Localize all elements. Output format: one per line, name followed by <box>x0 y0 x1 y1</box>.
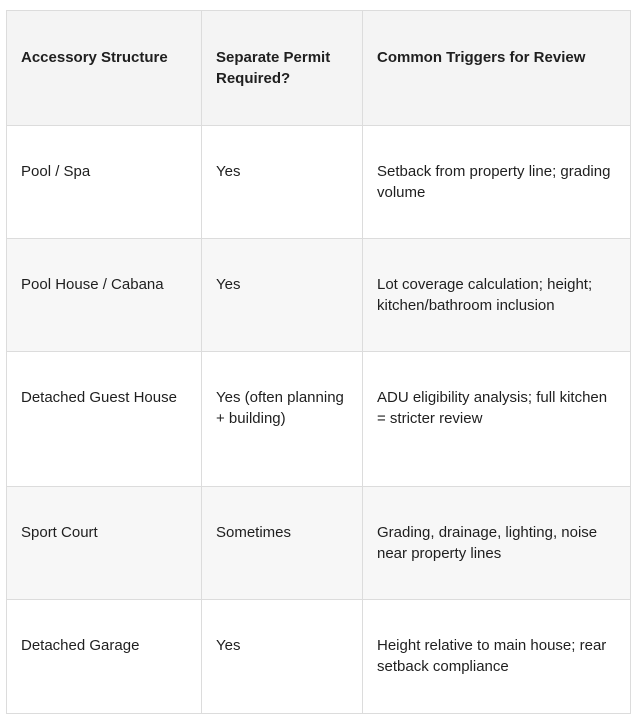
cell-permit: Yes <box>202 126 363 239</box>
cell-triggers: ADU eligibility analysis; full kitchen = stricter review <box>363 352 631 487</box>
table-row <box>7 239 631 352</box>
accessory-structure-permit-table <box>6 10 631 714</box>
column-header-accessory-structure: Accessory Structure <box>7 11 202 126</box>
table-row <box>7 352 631 487</box>
table-row <box>7 600 631 714</box>
cell-triggers: Height relative to main house; rear setback compliance <box>363 600 631 714</box>
cell-permit: Yes <box>202 239 363 352</box>
table-header-row <box>7 11 631 126</box>
table-row <box>7 126 631 239</box>
cell-structure: Detached Guest House <box>7 352 202 487</box>
cell-structure: Detached Garage <box>7 600 202 714</box>
table-row <box>7 487 631 600</box>
cell-structure: Pool House / Cabana <box>7 239 202 352</box>
column-header-common-triggers: Common Triggers for Review <box>363 11 631 126</box>
cell-permit: Yes (often planning + building) <box>202 352 363 487</box>
cell-structure: Pool / Spa <box>7 126 202 239</box>
cell-triggers: Grading, drainage, lighting, noise near property lines <box>363 487 631 600</box>
cell-structure: Sport Court <box>7 487 202 600</box>
column-header-separate-permit: Separate Permit Required? <box>202 11 363 126</box>
cell-permit: Yes <box>202 600 363 714</box>
cell-permit: Sometimes <box>202 487 363 600</box>
cell-triggers: Lot coverage calculation; height; kitchen/bathroom inclusion <box>363 239 631 352</box>
cell-triggers: Setback from property line; grading volume <box>363 126 631 239</box>
permit-table-container <box>6 10 630 714</box>
